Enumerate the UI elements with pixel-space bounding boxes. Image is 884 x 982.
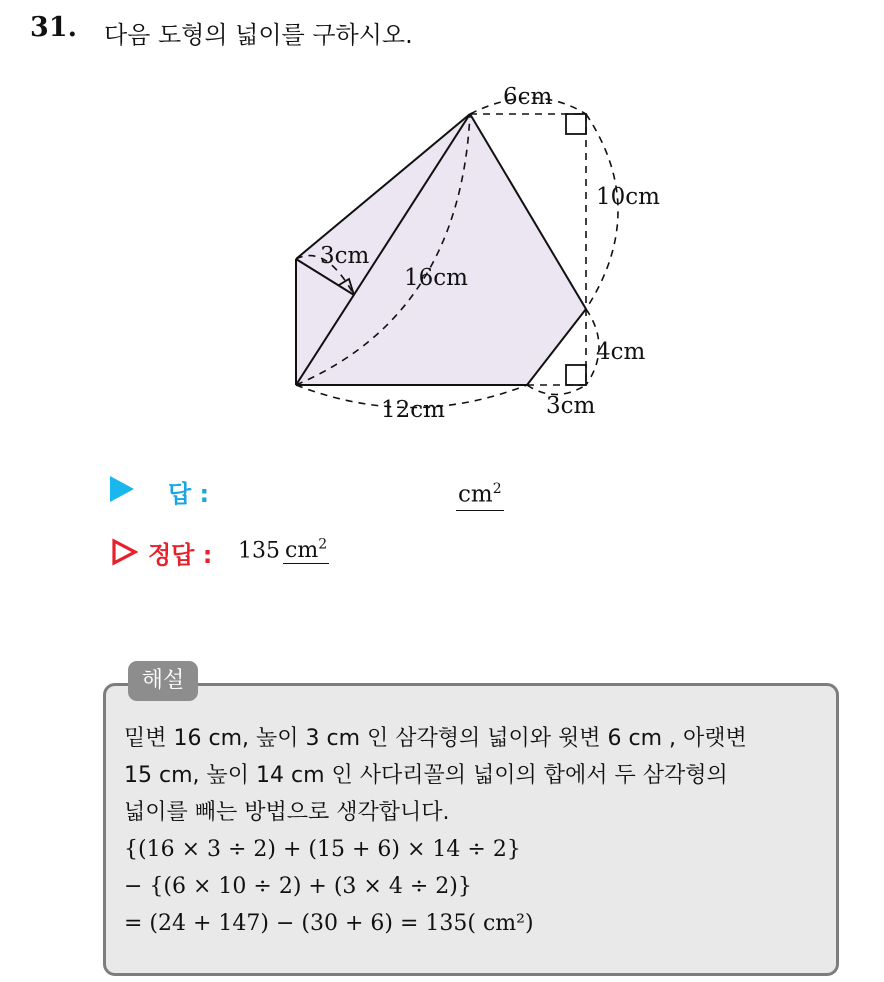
explanation-line-4: {(16 × 3 ÷ 2) + (15 + 6) × 14 ÷ 2} xyxy=(124,837,521,862)
answer-input-unit[interactable] xyxy=(456,474,504,511)
correct-unit-exponent: 2 xyxy=(318,537,328,553)
question-text: 다음 도형의 넓이를 구하시오. xyxy=(104,21,413,49)
play-triangle-icon xyxy=(110,476,134,502)
correct-unit-text: cm xyxy=(285,538,319,564)
correct-value: 135 xyxy=(238,538,280,564)
correct-label: 정답 : xyxy=(148,541,213,569)
explanation-tag: 해설 xyxy=(128,661,198,701)
answer-unit-exponent: 2 xyxy=(492,481,502,497)
label-top-6cm: 6cm xyxy=(503,84,553,110)
label-right-10cm: 10cm xyxy=(596,184,660,210)
question-number: 31. xyxy=(30,12,77,43)
answer-unit-text: cm xyxy=(458,481,493,508)
explanation-text xyxy=(124,720,747,942)
label-diagonal-16cm: 16cm xyxy=(404,265,468,291)
correct-value-group xyxy=(238,537,329,563)
explanation-line-5: − {(6 × 10 ÷ 2) + (3 × 4 ÷ 2)} xyxy=(124,874,472,899)
outline-triangle-icon xyxy=(110,538,138,566)
explanation-line-6: = (24 + 147) − (30 + 6) = 135( cm²) xyxy=(124,911,534,936)
label-bottom-12cm: 12cm xyxy=(381,397,445,423)
explanation-line-1: 밑변 16 cm, 높이 3 cm 인 삼각형의 넓이와 윗변 6 cm , 아랫변 xyxy=(124,726,747,751)
explanation-line-3: 넓이를 빼는 방법으로 생각합니다. xyxy=(124,800,450,825)
label-small-3cm: 3cm xyxy=(320,243,370,269)
label-bottom-3cm: 3cm xyxy=(546,393,596,419)
correct-unit xyxy=(283,538,329,564)
label-right-4cm: 4cm xyxy=(596,339,646,365)
geometry-figure xyxy=(0,0,884,470)
answer-label: 답 : xyxy=(168,480,210,508)
explanation-line-2: 15 cm, 높이 14 cm 인 사다리꼴의 넓이의 합에서 두 삼각형의 xyxy=(124,763,728,788)
